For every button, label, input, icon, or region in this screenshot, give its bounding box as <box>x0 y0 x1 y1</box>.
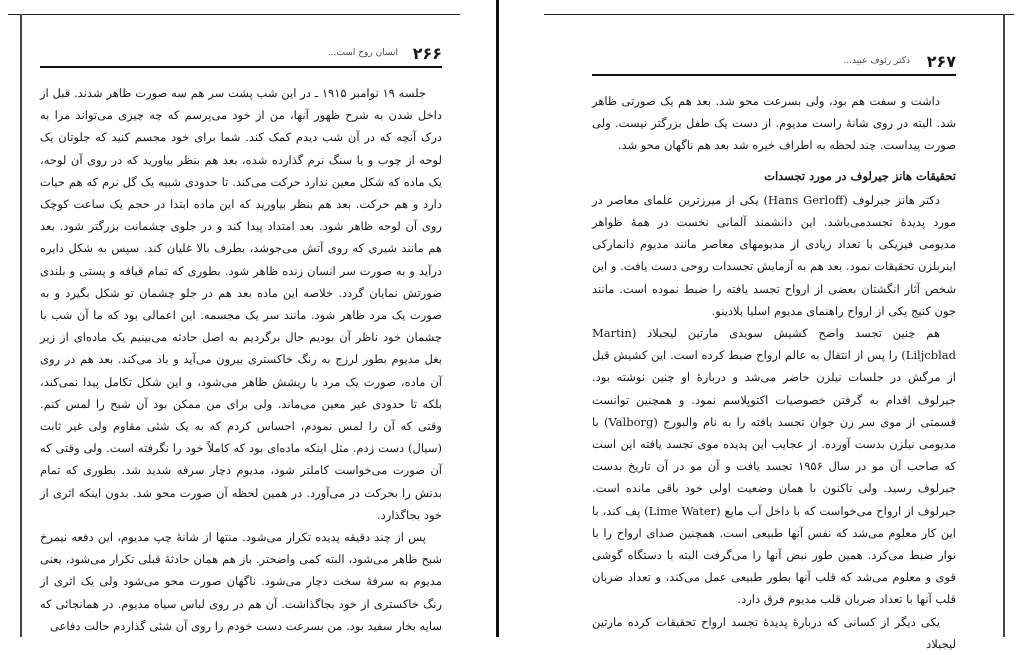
page-edge-line <box>1003 14 1005 637</box>
page-header <box>40 44 442 68</box>
left-page <box>0 0 498 637</box>
body-text <box>592 90 956 655</box>
paragraph: جلسه ۱۹ نوامبر ۱۹۱۵ ـ در این شب پشت سر هم سه صورت ظاهر شدند. قبل از داخل شدن به شرح ظهور آنها، من از خود می‌پرسم که چه چیزی می‌تواند مرا به درک آنچه که در آن شب دیدم کمک کند. شما برای خود مجسم کنید که جلوتان یک لوحه از چوب و یا سنگ نرم گذارده شده، بعد هم بنظر بیاورید که در روی آن لوحه، یک ماده که شکل معین ندارد حرکت می‌کند. تا حدودی شبیه یک گل نرم که هم حیات دارد و هم حرکت. بعد هم بنظر بیاورید که این ماده ابتدا در حجم یک ساعت کوچک روی آن لوحه ظاهر شود. بعد امتداد پیدا کند و در جلوی چشمانت بزرگتر شود. بعد هم مانند شیری که روی آتش می‌جوشد، بطرف بالا غلیان کند. سپس به شکل دایره درآید و به صورت سر انسان زنده ظاهر شود. بطوری که تمام قیافه و پستی و بلندی صورتش نمایان گردد. خلاصه این ماده بعد هم در جلو چشمان تو شکل بگیرد و به صورت یک مرد ظاهر شود. مانند سر یک مجسمه. این اعمالی بود که ما آن شب با چشمان خود ناظر آن بودیم حال برگردیم به اصل حادثه می‌بینیم یک ماده‌ای از زیر بغل مدیوم بطور لرزج به رنگ خاکستری بیرون می‌آید و باد می‌کند. بعد هم در روی آن ماده، صورت یک مرد با ریشش ظاهر می‌شود، و این شکل تکامل پیدا نمی‌کند، بلکه تا حدودی غیر معین می‌ماند. ولی برای من ممکن بود آن شبح را لمس کنم. وقتی که آن را لمس نمودم، احساس کردم که به یک شئی مقاوم ولی غیر ثابت (سیال) دست زدم. مثل اینکه ماده‌ای بود که کاملاً خود را نگرفته است. ولی وقتی که آن صورت می‌خواست کاملتر شود، مدیوم دچار سرفه شدید شد. بطوری که تمام بدنش را بحرکت در می‌آورد. در همین لحظه آن صورت محو شد. بدون اینکه اثری از خود بجاگذارد. <box>40 86 442 522</box>
page-header <box>592 52 956 76</box>
body-text <box>40 82 442 637</box>
section-heading: تحقیقات هانز جیرلوف در مورد تجسدات <box>764 168 956 183</box>
top-rule <box>8 14 460 15</box>
paragraph: دکتر هانز جیرلوف (Hans Gerloff) یکی از میرزترین علمای معاصر در مورد پدیدهٔ تجسدمی‌باشد. این دانشمند آلمانی نخست در همهٔ ظواهر مدیومی فیزیکی با تعداد زیادی از مدیومهای معاصر مانند مدیوم دانمارکی اینربلزن تحقیقات نمود. بعد هم به آزمایش تجسدات روحی دست یافت. و این شخص آثار انگشتان بعضی از ارواح تجسد یافته را ضبط نموده است. مانند جون کنیج یکی از ارواح راهنمای مدیوم اسلیا بلادینو. <box>592 192 956 318</box>
top-rule <box>544 14 1014 15</box>
paragraph: هم چنین تجسد واضح کشیش سویدی مارتین لیجبلاد (Martin Liljcblad) را پس از انتقال به عالم ارواح ضبط کرده است. این کشیش قبل از مرگش در جلسات نیلزن حاضر می‌شد و دربارهٔ او چنین نوشته بود. جیرلوف اقدام به گرفتن خصوصیات اکتوپلاسم نمود. و همچنین توانست قسمتی از موی سر زن جوان تجسد یافته را به نام والبورج (Valborg) با مدیومی نیلزن بدست آورده. از عجایب این پدیده موی تجسد یافته این است که صاحب آن مو در سال ۱۹۵۶ تجسد یافت و آن مو در آن تاریخ بدست جیرلوف رسید. ولی تاکنون با همان وضعیت اولی خود باقی مانده است. جیرلوف از ارواح می‌خواست که با داخل آب مایع (Lime Water) پف کند، با این کار معلوم می‌شد که نفس آنها طبیعی است. همچنین صدای ارواح را با نوار ضبط می‌کرد. همین طور نبض آنها را می‌گرفت البته با دستگاه گوشی قوی و معلوم می‌شد که قلب آنها بطور طبیعی عمل می‌کند، و تعداد ضربان قلب آنها با تعداد ضربان قلب مدیوم فرق دارد. <box>592 326 956 607</box>
book-spine-divider <box>496 0 499 637</box>
right-page <box>500 0 1024 651</box>
running-title: انسان روح است... <box>327 48 398 58</box>
page-number: ۲۶۶ <box>412 44 442 63</box>
paragraph: داشت و سفت هم بود، ولی بسرعت محو شد. بعد هم یک صورتی ظاهر شد. البته در روی شانهٔ راست مدیوم. از دست یک طفل بزرگتر نیست. ولی صورت پیداست. چند لحظه به اطراف خیره شد بعد هم ناگهان محو شد. <box>592 94 956 153</box>
running-title: دکتر رئوف عبید... <box>843 56 910 66</box>
page-edge-line <box>20 14 22 637</box>
page-number: ۲۶۷ <box>926 52 956 71</box>
paragraph: یکی دیگر از کسانی که دربارهٔ پدیدهٔ تجسد ارواح تحقیقات کرده مارتین لیجبلاد <box>592 614 956 651</box>
paragraph: پس از چند دقیقه پدیده تکرار می‌شود. منتها از شانهٔ چپ مدیوم، این دفعه نیمرخ شبح ظاهر می‌شود، البته کمی واضحتر. باز هم همان حادثهٔ قبلی تکرار می‌شود، یعنی مدیوم به سرفهٔ سخت دچار می‌شود. ناگهان صورت محو می‌شود ولی یک اثری از رنگ خاکستری از خود بجاگذاشت. آن هم در روی لباس سیاه مدیوم. در همانجائی که سایه بخار سفید بود. من بسرعت دست خودم را روی آن شئی گذاردم حالت دفاعی <box>40 530 442 633</box>
